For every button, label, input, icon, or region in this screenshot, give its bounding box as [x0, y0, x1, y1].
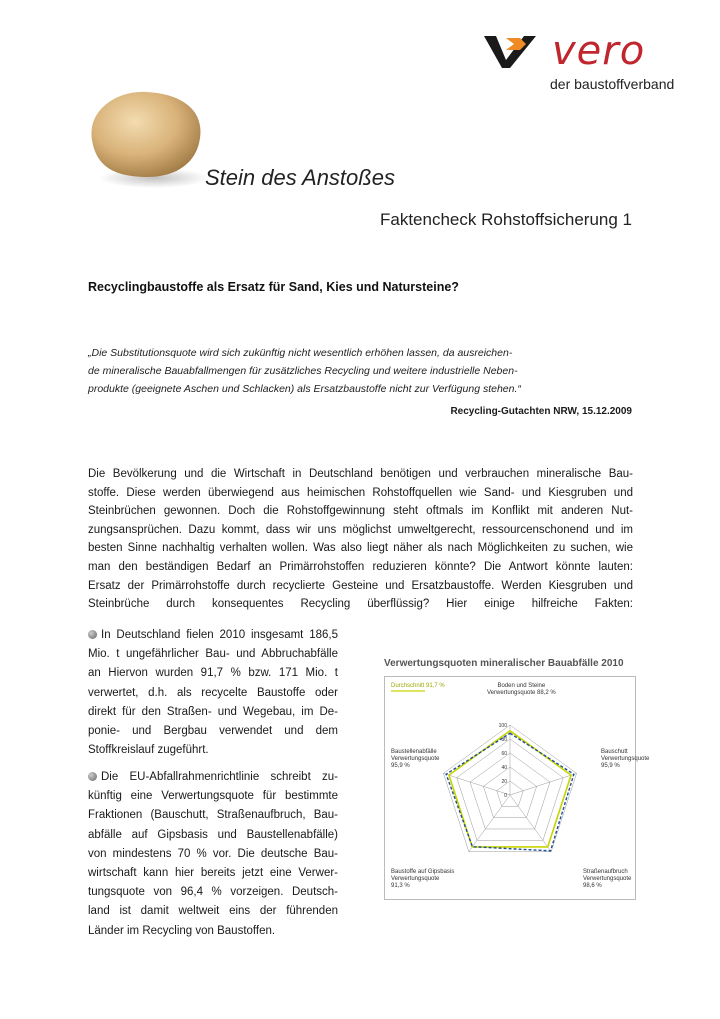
axis-label-baustellenabfaelle: Baustellenabfälle Verwertungsquote 95,9 % — [391, 749, 440, 769]
logo-wordmark: vero — [552, 28, 646, 74]
paragraph-line: zungsansprüchen. Dazu kommt, dass wir uns möglichst umweltgerecht, ressourcenschonend und im — [88, 523, 633, 536]
paragraph-line: Die Bevölkerung und die Wirtschaft in Deutschland benötigen und verbrauchen mineralische Bau- — [88, 468, 633, 480]
legend-average: Durchschnitt 91,7 % — [391, 683, 445, 689]
vero-logo-mark — [484, 34, 540, 70]
tick-label: 100 — [498, 723, 507, 729]
bullet-line: künftig eine Verwertungsquote für bestimmte — [88, 790, 338, 803]
paragraph-line: stoffe. Diese werden überwiegend aus heimischen Rohstoffquellen wie Sand- und Kiesgruben und — [88, 486, 633, 499]
bullet-line: Stoffkreislauf zugeführt. — [88, 744, 209, 757]
radar-chart — [384, 676, 650, 900]
bullet-line: wirtschaft kann hier bereits jetzt eine Verwer- — [88, 867, 338, 880]
bullet-icon — [88, 630, 97, 639]
paragraph-line: Ersatz der Primärrohstoffe durch recyclierte Gesteine und Ersatzbaustoffe. Werden Kiesgruben und — [88, 579, 633, 592]
bullet-line: Fraktionen (Bauschutt, Straßenaufbruch, Bau- — [88, 809, 338, 822]
paragraph-line: Steinbrüchen gewonnen. Doch die Rohstoffgewinnung steht oftmals im Konflikt mit anderen Nut- — [88, 505, 633, 518]
stone-image — [82, 80, 212, 190]
bullet-line: Länder im Recycling von Baustoffen. — [88, 924, 276, 937]
bullet-line: an Hiervon wurden 91,7 % bzw. 171 Mio. t — [88, 667, 338, 680]
paragraph-line: Steinbrüche durch konsequentes Recycling überflüssig? Hier einige hilfreiche Fakten: — [88, 598, 633, 611]
section-heading: Recyclingbaustoffe als Ersatz für Sand, Kies und Natursteine? — [88, 280, 459, 294]
bullet-line: von mindestens 70 % vor. Die deutsche Bau- — [88, 847, 338, 860]
bullet-line: Die EU-Abfallrahmenrichtlinie schreibt zu- — [101, 771, 338, 783]
bullet-line: abfälle auf Gipsbasis und Baustellenabfälle) — [88, 828, 338, 841]
tick-label: 60 — [501, 751, 507, 757]
paragraph-line: besten Sinne nachhaltig verhalten wollen. Was also liegt näher als nach Möglichkeiten zu suchen, wie — [88, 542, 633, 555]
bullet-line: tungsquote von 96,4 % vorzeigen. Deutsch- — [88, 886, 338, 899]
grid-spoke — [443, 773, 510, 795]
axis-label-strassenaufbruch: Straßenaufbruch Verwertungsquote 98,6 % — [583, 869, 632, 889]
axis-label-bauschutt: Bauschutt Verwertungsquote 95,9 % — [601, 749, 650, 769]
bullet-line: Mio. t ungefährlicher Bau- und Abbruchabfälle — [88, 648, 338, 661]
quote-source: Recycling-Gutachten NRW, 15.12.2009 — [450, 406, 632, 417]
bullet-line: verwertet, d.h. als recycelte Baustoffe oder — [88, 686, 338, 699]
tick-label: 20 — [501, 779, 507, 785]
document-title: Faktencheck Rohstoffsicherung 1 — [380, 210, 632, 229]
paragraph-line: man den beständigen Bedarf an Primärrohstoffen reduzieren könnte? Die Antwort könnte lauten: — [88, 560, 633, 573]
fact-bullet — [88, 626, 338, 760]
grid-spoke — [469, 795, 510, 852]
grid-spoke — [510, 795, 551, 852]
quote-line: produkte (geeignete Aschen und Schlacken) als Ersatzbaustoffe nicht zur Verfügung stehen.“ — [88, 383, 521, 395]
fact-bullet — [88, 768, 338, 941]
bullet-line: ponie- und Bergbau verwendet und dem — [88, 725, 338, 738]
bullet-line: In Deutschland fielen 2010 insgesamt 186,5 — [101, 629, 338, 641]
bullet-line: land ist damit weltweit eins der führenden — [88, 905, 338, 918]
axis-label-boden: Boden und Steine Verwertungsquote 88,2 % — [487, 683, 556, 696]
bullet-line: direkt für den Straßen- und Wegebau, im De- — [88, 705, 338, 718]
tick-label: 40 — [501, 765, 507, 771]
logo-subtitle: der baustoffverband — [550, 76, 675, 92]
chart-title: Verwertungsquoten mineralischer Bauabfälle 2010 — [384, 658, 624, 669]
intro-paragraph — [88, 465, 633, 614]
quote — [88, 344, 538, 398]
series-title: Stein des Anstoßes — [205, 165, 395, 190]
bullet-icon — [88, 772, 97, 781]
radar-chart-svg — [385, 677, 635, 899]
quote-line: de mineralische Bauabfallmengen für zusätzliches Recycling und weitere industrielle Neben- — [88, 365, 518, 377]
tick-label: 0 — [504, 793, 507, 799]
grid-spoke — [510, 773, 577, 795]
axis-label-gipsbasis: Baustoffe auf Gipsbasis Verwertungsquote 91,3 % — [391, 869, 455, 889]
tick-label: 80 — [501, 737, 507, 743]
quote-line: „Die Substitutionsquote wird sich zukünftig nicht wesentlich erhöhen lassen, da ausreichen- — [88, 347, 513, 359]
